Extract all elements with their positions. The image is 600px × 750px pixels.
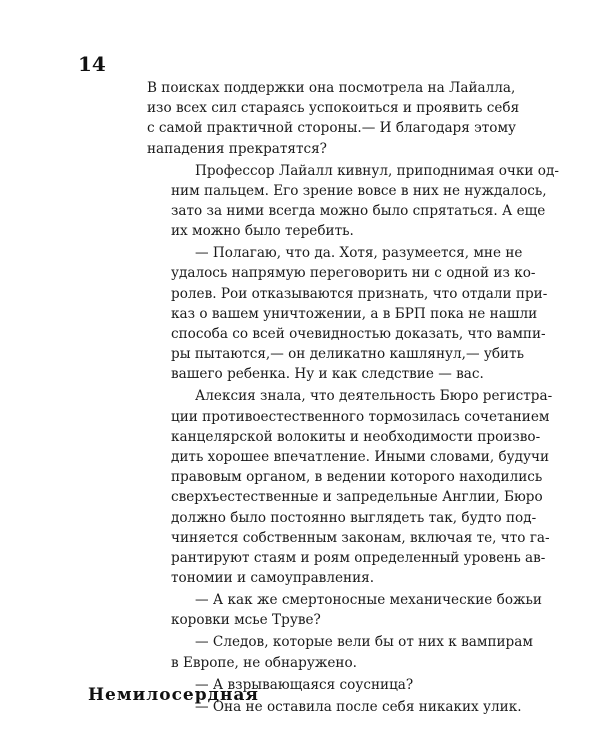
text-line: коровки мсье Труве? (171, 612, 321, 629)
paragraph (147, 78, 520, 159)
text-line: — Полагаю, что да. Хотя, разумеется, мне не (195, 245, 523, 262)
text-line: канцелярской волокиты и необходимости произво- (171, 428, 541, 445)
text-line: зато за ними всегда можно было спрятаться. А еще (171, 203, 546, 220)
text-line: тономии и самоуправления. (171, 570, 375, 587)
text-line: с самой практичной стороны.— И благодаря этому (147, 120, 517, 137)
text-line: нападения прекратятся? (147, 140, 327, 157)
paragraph (147, 243, 548, 384)
paragraph (147, 386, 553, 588)
text-line: Профессор Лайалл кивнул, приподнимая очки од- (195, 162, 559, 179)
text-line: их можно было теребить. (171, 223, 354, 240)
paragraph (147, 632, 533, 672)
text-line: чиняется собственным законам, включая те, что га- (171, 529, 550, 546)
text-line: ним пальцем. Его зрение вовсе в них не нуждалось, (171, 182, 547, 199)
text-line: должно было постоянно выглядеть так, будто под- (171, 509, 537, 526)
text-line: — Она не оставила после себя никаких улик. (195, 698, 522, 715)
running-title: Немилосердная (88, 685, 259, 705)
text-line: дить хорошее впечатление. Иными словами, будучи (171, 449, 550, 466)
text-line: Алексия знала, что деятельность Бюро регистра- (195, 388, 553, 405)
paragraph (147, 590, 542, 630)
text-line: В поисках поддержки она посмотрела на Лайалла, (147, 80, 516, 96)
text-line: вашего ребенка. Ну и как следствие — вас. (171, 366, 484, 383)
text-line: ции противоестественного тормозилась сочетанием (171, 408, 550, 425)
text-line: сверхъестественные и запредельные Англии, Бюро (171, 489, 543, 506)
text-line: — А взрывающаяся соусница? (195, 676, 414, 693)
text-line: ролев. Рои отказываются признать, что отдали при- (171, 285, 548, 302)
text-line: в Европе, не обнаружено. (171, 654, 357, 671)
text-line: правовым органом, в ведении которого находились (171, 469, 543, 486)
page-number: 14 (78, 52, 106, 76)
text-line: каз о вашем уничтожении, а в БРП пока не нашли (171, 305, 538, 322)
body-text (147, 78, 559, 719)
text-line: изо всех сил стараясь успокоиться и проявить себя (147, 100, 520, 117)
paragraph (147, 161, 559, 242)
text-line: — Следов, которые вели бы от них к вампирам (195, 634, 533, 651)
text-line: рантируют стаям и роям определенный уровень ав- (171, 550, 546, 567)
text-line: ры пытаются,— он деликатно кашлянул,— убить (171, 346, 525, 363)
text-line: — А как же смертоносные механические божьи (195, 592, 542, 609)
text-line: удалось напрямую переговорить ни с одной из ко- (171, 265, 536, 282)
text-line: способа со всей очевидностью доказать, что вампи- (171, 326, 546, 343)
